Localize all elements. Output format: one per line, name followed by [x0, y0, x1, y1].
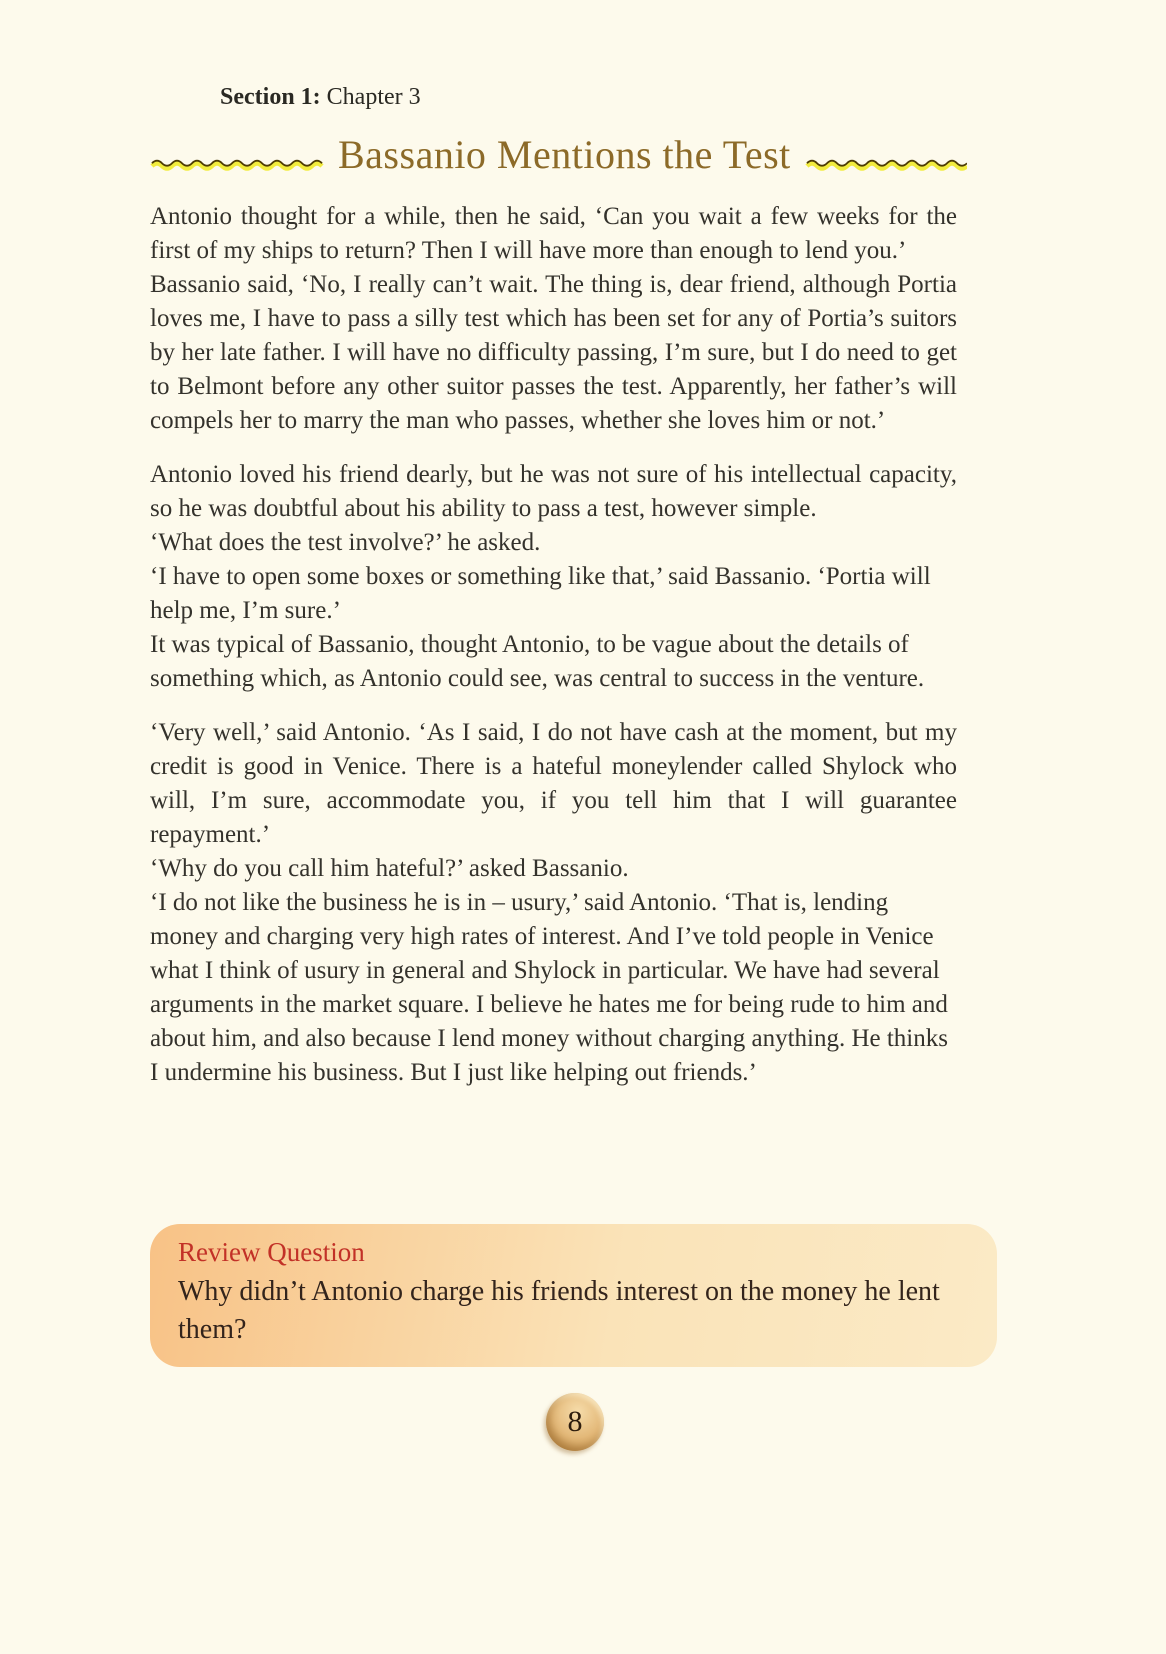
story-group: [150, 716, 957, 1090]
review-question-label: Review Question: [178, 1237, 365, 1267]
story-paragraph: ‘What does the test involve?’ he asked.: [150, 529, 541, 556]
story-paragraph: It was typical of Bassanio, thought Antonio, to be vague about the details of something which, as Antonio could see, was central to success in the venture.: [150, 631, 925, 692]
section-label: Section 1:: [220, 84, 321, 110]
review-question-text: Why didn’t Antonio charge his friends interest on the money he lent them?: [178, 1276, 940, 1345]
story-paragraph: Antonio thought for a while, then he said, ‘Can you wait a few weeks for the first of my ships to return? Then I will have more than enough to lend you.’: [150, 203, 957, 264]
story-paragraph: ‘Why do you call him hateful?’ asked Bassanio.: [150, 855, 629, 882]
squiggle-right-icon: [805, 156, 967, 172]
page-number: 8: [567, 1405, 583, 1438]
chapter-label: Chapter 3: [326, 84, 421, 110]
story-paragraph: Bassanio said, ‘No, I really can’t wait. The thing is, dear friend, although Portia loves me, I have to pass a silly test which has been set for any of Portia’s suitors by her late father. I will have no difficulty passing, I’m sure, but I do need to get to Belmont before any other suitor passes the test. Apparently, her father’s will compels her to marry the man who passes, whether she loves him or not.’: [150, 271, 957, 434]
page-number-badge: [546, 1393, 604, 1451]
story-paragraph: ‘I do not like the business he is in – usury,’ said Antonio. ‘That is, lending money and charging very high rates of interest. And I’ve told people in Venice what I think of usury in general and Shylock in particular. We have had several arguments in the market square. I believe he hates me for being rude to him and about him, and also because I lend money without charging anything. He thinks I undermine his business. But I just like helping out friends.’: [150, 889, 948, 1086]
story-paragraph: ‘I have to open some boxes or something like that,’ said Bassanio. ‘Portia will help me, I’m sure.’: [150, 563, 931, 624]
chapter-title: Bassanio Mentions the Test: [338, 131, 791, 177]
squiggle-left-icon: [150, 156, 324, 172]
chapter-title-row: [150, 128, 957, 180]
section-chapter-heading: [220, 82, 957, 112]
story-group: [150, 458, 957, 696]
review-question-box: [150, 1224, 997, 1367]
story-paragraph: ‘Very well,’ said Antonio. ‘As I said, I do not have cash at the moment, but my credit is good in Venice. There is a hateful moneylender called Shylock who will, I’m sure, accommodate you, if you tell him that I will guarantee repayment.’: [150, 719, 957, 848]
story-paragraph: Antonio loved his friend dearly, but he was not sure of his intellectual capacity, so he was doubtful about his ability to pass a test, however simple.: [150, 461, 957, 522]
story-text: [150, 200, 957, 1090]
story-group: [150, 200, 957, 438]
